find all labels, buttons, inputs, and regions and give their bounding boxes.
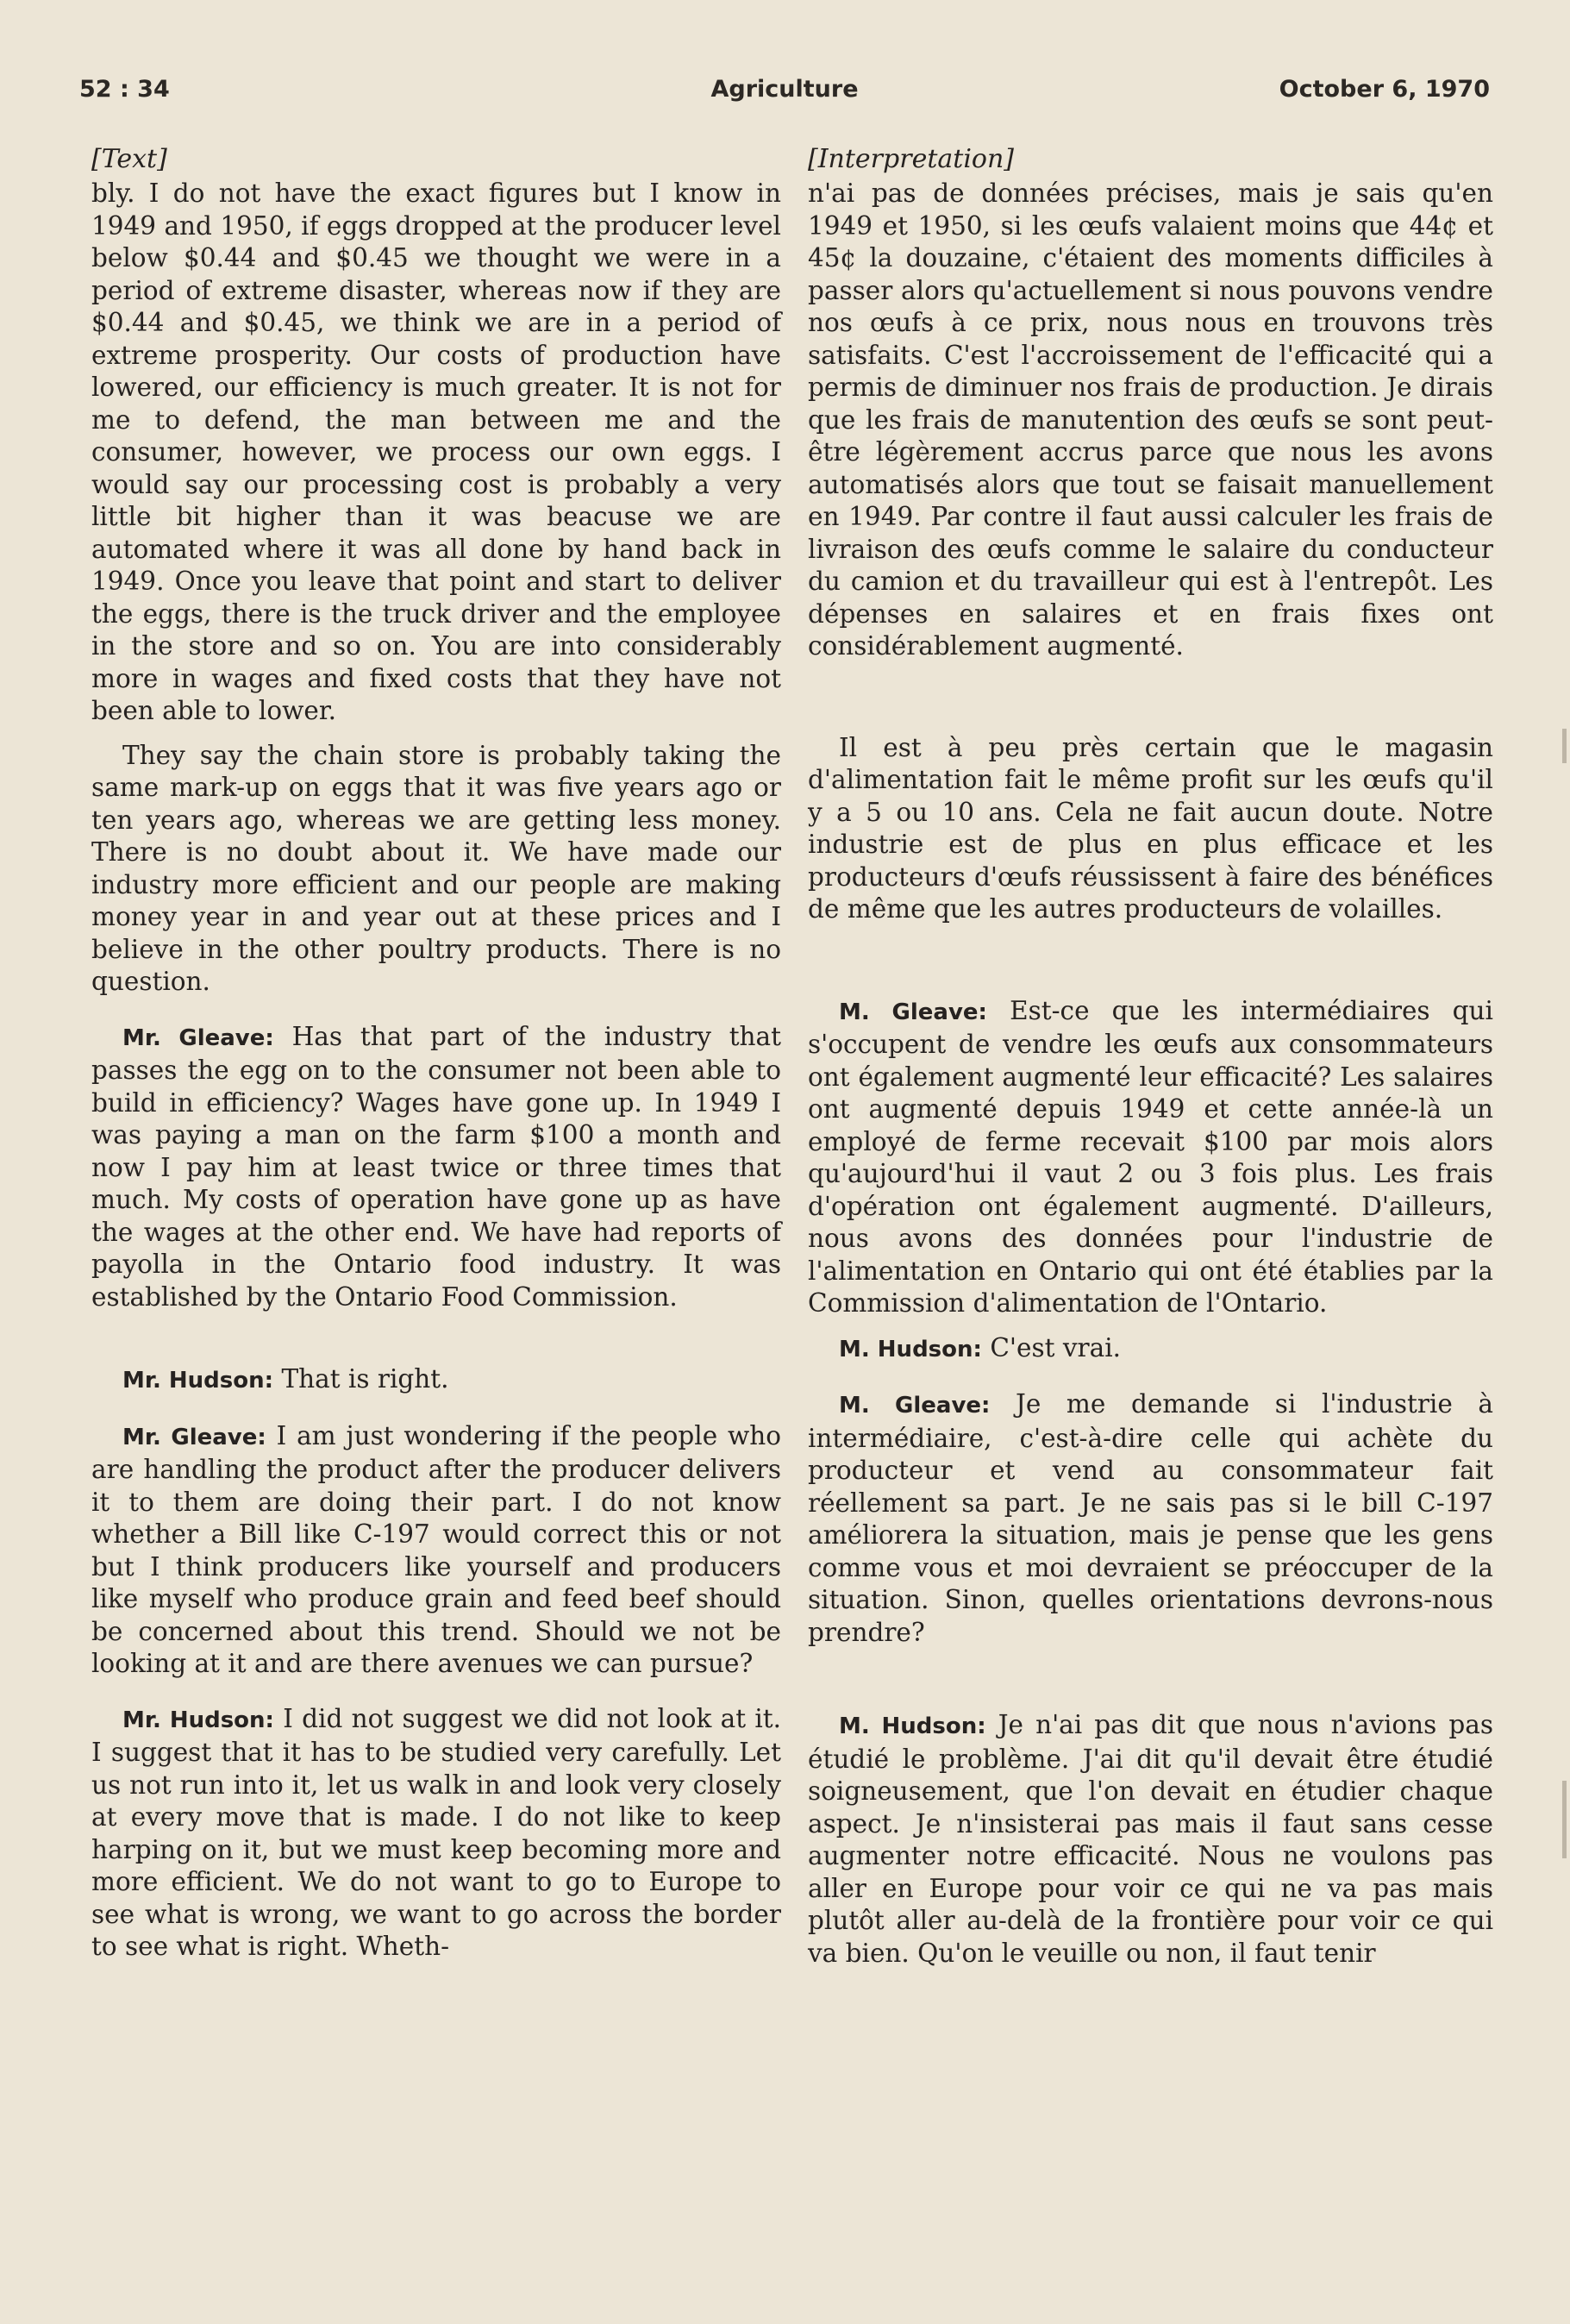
speaker-label: Mr. Hudson: [122, 1368, 274, 1394]
page-header [79, 76, 1490, 119]
speaker-label: M. Gleave: [839, 1393, 991, 1419]
speaker-label: M. Hudson: [839, 1336, 982, 1362]
page-number: 52 : 34 [79, 76, 170, 103]
scan-edge-mark [1562, 1781, 1567, 1858]
speech-text: Je n'ai pas dit que nous n'avions pas étudié le problème. J'ai dit qu'il devait être étudié soigneusement, que l'on devait en étudier chaque aspect. Je n'insisterai pas mais il faut sans cesse augmenter notre efficacité. Nous ne voulons pas aller en Europe pour voir ce qui ne va pas mais plutôt aller au-delà de la frontière pour voir ce qui va bien. Qu'on le veuille ou non, il faut tenir [808, 1710, 1493, 1968]
scan-edge-mark [1562, 729, 1567, 763]
english-column-heading: [Text] [91, 144, 167, 174]
speaker-label: M. Gleave: [839, 999, 987, 1025]
english-paragraph-2: They say the chain store is probably taking the same mark-up on eggs that it was five years ago or ten years ago, whereas we are getting less money. There is no doubt about it. We have made our industry more efficient and our people are making money year in and year out at these prices and I believe in the other poultry products. There is no question. [91, 740, 781, 996]
english-paragraph-1: bly. I do not have the exact figures but I know in 1949 and 1950, if eggs dropped at the producer level below $0.44 and $0.45 we thought we were in a period of extreme disaster, whereas now if they are $0.44 and $0.45, we think we are in a period of extreme prosperity. Our costs of production have lowered, our efficiency is much greater. It is not for me to defend, the man between me and the consumer, however, we process our own eggs. I would say our processing cost is probably a very little bit higher than it was beacuse we are automated where it was all done by hand back in 1949. Once you leave that point and start to deliver the eggs, there is the truck driver and the employee in the store and so on. You are into considerably more in wages and fixed costs that they have not been able to lower. [91, 179, 781, 725]
french-paragraph-1: n'ai pas de données précises, mais je sais qu'en 1949 et 1950, si les œufs valaient moins que 44¢ et 45¢ la douzaine, c'étaient des moments difficiles à passer alors qu'actuellement si nous pouvons vendre nos œufs à ce prix, nous nous en trouvons très satisfaits. C'est l'accroissement de l'efficacité qui a permis de diminuer nos frais de production. Je dirais que les frais de manutention des œufs se sont peut-être légèrement accrus parce que nous les avons automatisés alors que tout se faisait manuellement en 1949. Par contre il faut aussi calculer les frais de livraison des œufs comme le salaire du conducteur du camion et du travailleur qui est à l'entrepôt. Les dépenses en salaires et en frais fixes ont considérablement augmenté. [808, 179, 1493, 661]
speaker-label: Mr. Gleave: [122, 1424, 266, 1450]
speech-text: I did not suggest we did not look at it. I suggest that it has to be studied very carefully. Let us not run into it, let us walk in and look very closely at every move that is made. I do not like to keep harping on it, but we must keep becoming more and more efficient. We do not want to go to Europe to see what is wrong, we want to go across the border to see what is right. Wheth- [91, 1703, 781, 1961]
speaker-label: Mr. Hudson: [122, 1707, 274, 1733]
speech-text: Has that part of the industry that passes the egg on to the consumer not been able to build in efficiency? Wages have gone up. In 1949 I was paying a man on the farm $100 a month and now I pay him at least twice or three times that much. My costs of operation have gone up as have the wages at the other end. We have had reports of payolla in the Ontario food industry. It was established by the Ontario Food Commission. [91, 1021, 781, 1312]
english-paragraph-5 [91, 1420, 781, 1681]
french-paragraph-2: Il est à peu près certain que le magasin d'alimentation fait le même profit sur les œufs qu'il y a 5 ou 10 ans. Cela ne fait aucun doute. Notre industrie est de plus en plus efficace et les producteurs d'œufs réussissent à faire des bénéfices de même que les autres producteurs de volailles. [808, 732, 1493, 924]
speaker-label: M. Hudson: [839, 1713, 986, 1739]
page-title: Agriculture [710, 76, 859, 103]
speech-text: That is right. [281, 1364, 449, 1394]
speech-text: I am just wondering if the people who are handling the product after the producer delivers it to them are doing their part. I do not know whether a Bill like C-197 would correct this or not but I think producers like yourself and producers like myself who produce grain and feed beef should be concerned about this trend. Should we not be looking at it and are there avenues we can pursue? [91, 1420, 782, 1678]
page-date: October 6, 1970 [1279, 76, 1490, 103]
french-column-heading: [Interpretation] [808, 144, 1015, 174]
speech-text: Est-ce que les intermédiaires qui s'occupent de vendre les œufs aux consommateurs ont également augmenté leur efficacité? Les salaires ont augmenté depuis 1949 et cette année-là un employé de ferme recevait $100 par mois alors qu'aujourd'hui il vaut 2 ou 3 fois plus. Les frais d'opération ont également augmenté. D'ailleurs, nous avons des données pour l'industrie de l'alimentation en Ontario qui ont été établies par la Commission d'alimentation de l'Ontario. [808, 995, 1493, 1318]
speech-text: C'est vrai. [990, 1332, 1122, 1362]
french-paragraph-4 [808, 1332, 1493, 1367]
english-paragraph-6 [91, 1703, 781, 1964]
english-paragraph-3 [91, 1021, 781, 1314]
english-paragraph-4 [91, 1363, 781, 1398]
speech-text: Je me demande si l'industrie à intermédiaire, c'est-à-dire celle qui achète du producteur et vend au consommateur fait réellement sa part. Je ne sais pas si le bill C-197 améliorera la situation, mais je pense que les gens comme vous et moi devraient se préoccuper de la situation. Sinon, quelles orientations devrons-nous prendre? [808, 1389, 1493, 1647]
speaker-label: Mr. Gleave: [122, 1024, 274, 1051]
french-paragraph-5 [808, 1388, 1493, 1649]
english-column [91, 143, 781, 1964]
french-column [808, 143, 1493, 1970]
french-paragraph-3 [808, 995, 1493, 1320]
french-paragraph-6 [808, 1709, 1493, 1970]
